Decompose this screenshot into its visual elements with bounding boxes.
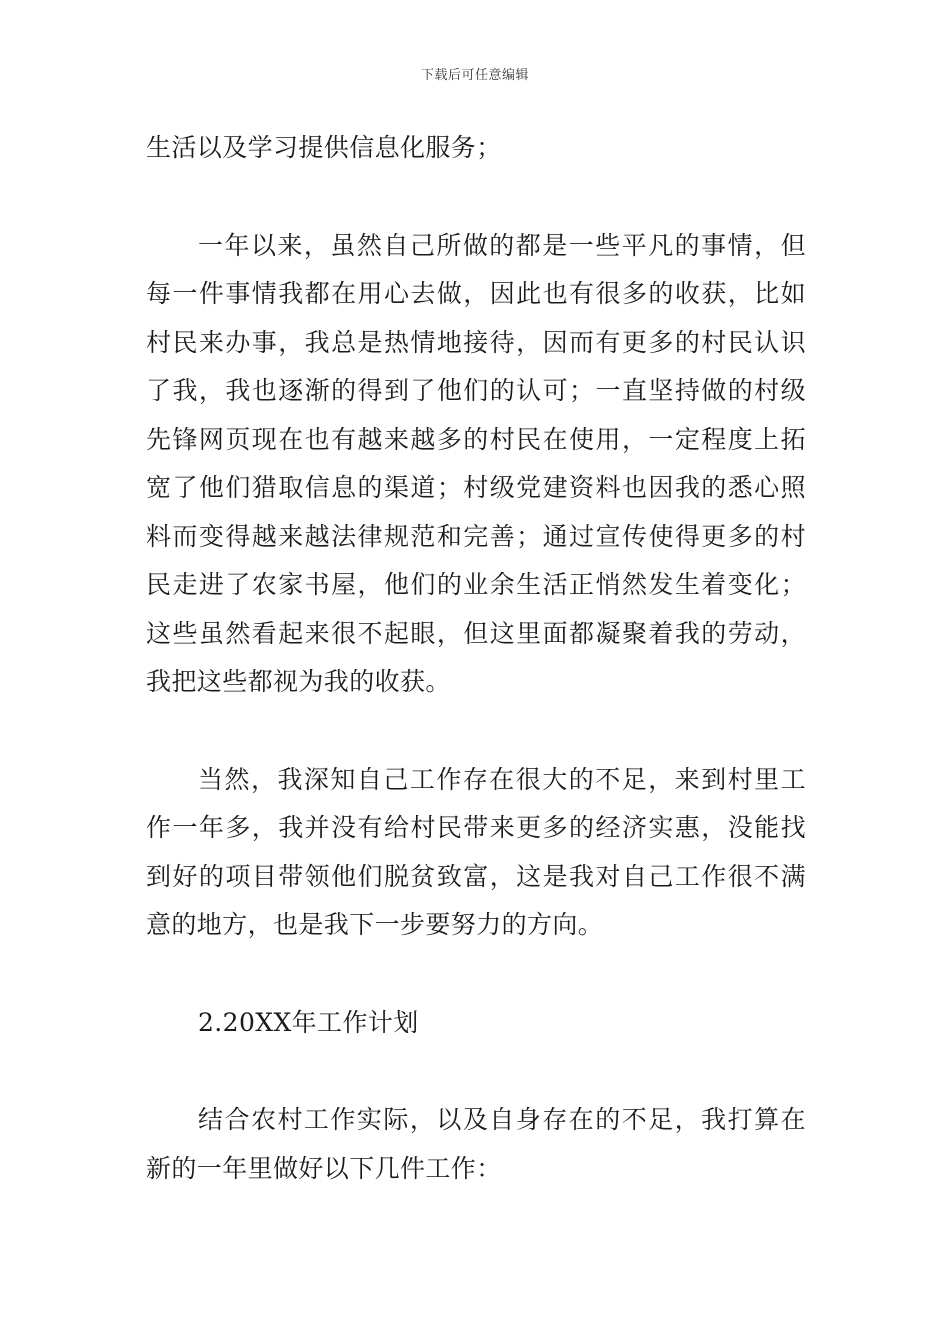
paragraph-plan-intro: 结合农村工作实际，以及自身存在的不足，我打算在新的一年里做好以下几件工作： [146, 1105, 806, 1183]
paragraph-shortcomings: 当然，我深知自己工作存在很大的不足，来到村里工作一年多，我并没有给村民带来更多的经济实惠，没能找到好的项目带领他们脱贫致富，这是我对自己工作很不满意的地方，也是我下一步要努力的方向。 [146, 764, 806, 939]
paragraph-achievements: 一年以来，虽然自己所做的都是一些平凡的事情，但每一件事情我都在用心去做，因此也有很多的收获，比如村民来办事，我总是热情地接待，因而有更多的村民认识了我，我也逐渐的得到了他们的认可；一直坚持做的村级先锋网页现在也有越来越多的村民在使用，一定程度上拓宽了他们猎取信息的渠道；村级党建资料也因我的悉心照料而变得越来越法律规范和完善；通过宣传使得更多的村民走进了农家书屋，他们的业余生活正悄然发生着变化；这些虽然看起来很不起眼，但这里面都凝聚着我的劳动，我把这些都视为我的收获。 [146, 230, 806, 696]
document-body [146, 124, 806, 1193]
section-heading-work-plan: 2.20XX年工作计划 [198, 1007, 419, 1037]
page-header: 下载后可任意编辑 [420, 68, 529, 83]
paragraph-continuation: 生活以及学习提供信息化服务； [146, 133, 502, 162]
